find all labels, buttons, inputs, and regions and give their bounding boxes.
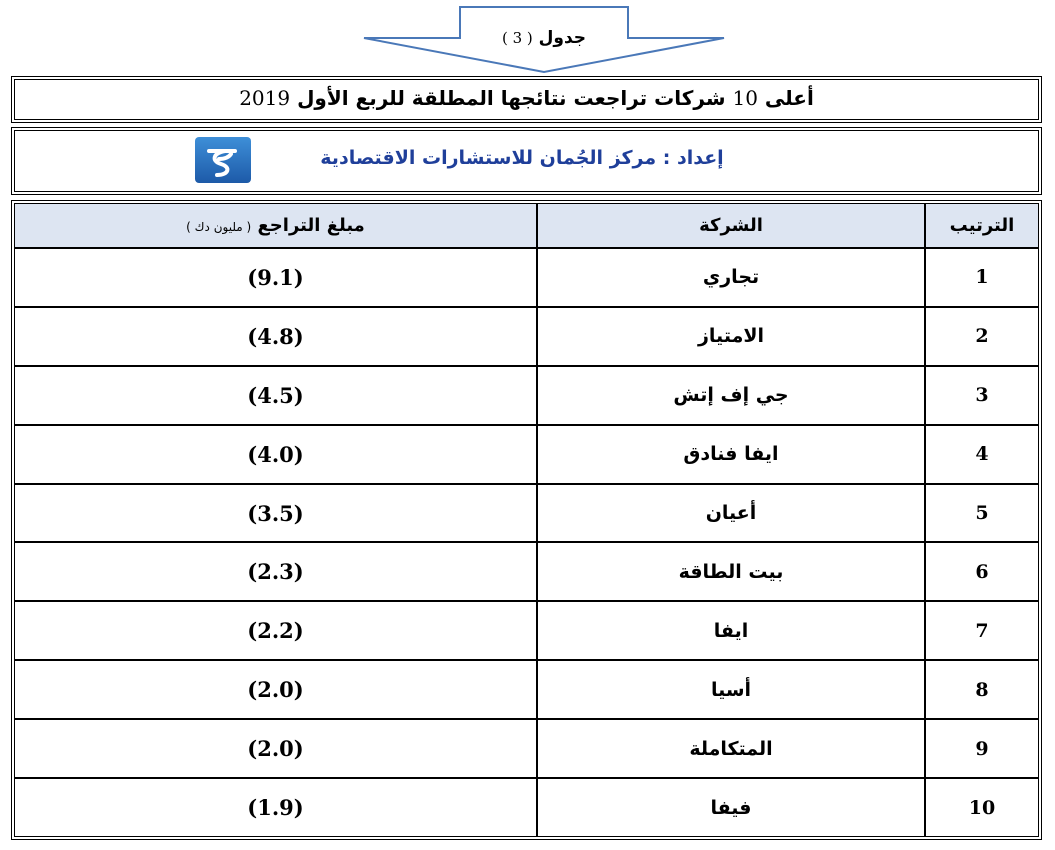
- title-count: 10: [732, 86, 758, 110]
- title-middle: شركات تراجعت نتائجها المطلقة للربع الأول: [297, 86, 726, 110]
- table-row: [14, 307, 1039, 366]
- company-cell: بيت الطاقة: [537, 542, 925, 601]
- amount-cell: (4.8): [14, 307, 537, 366]
- header-company: الشركة: [537, 203, 925, 248]
- company-cell: الامتياز: [537, 307, 925, 366]
- company-cell: ايفا: [537, 601, 925, 660]
- company-cell: المتكاملة: [537, 719, 925, 778]
- company-cell: أعيان: [537, 484, 925, 543]
- amount-cell: (2.2): [14, 601, 537, 660]
- company-cell: جي إف إتش: [537, 366, 925, 425]
- amount-cell: (2.0): [14, 660, 537, 719]
- table-row: [14, 425, 1039, 484]
- company-cell: ايفا فنادق: [537, 425, 925, 484]
- amount-cell: (9.1): [14, 248, 537, 307]
- header-rank: الترتيب: [925, 203, 1039, 248]
- amount-cell: (4.5): [14, 366, 537, 425]
- rank-cell: 8: [925, 660, 1039, 719]
- header-amount: [14, 203, 537, 248]
- table-row: [14, 366, 1039, 425]
- rank-cell: 9: [925, 719, 1039, 778]
- table-row: [14, 660, 1039, 719]
- title-box: [11, 76, 1042, 123]
- company-cell: أسيا: [537, 660, 925, 719]
- company-cell: تجاري: [537, 248, 925, 307]
- table-row: [14, 778, 1039, 837]
- rank-cell: 7: [925, 601, 1039, 660]
- rank-cell: 5: [925, 484, 1039, 543]
- table-label-word: جدول: [538, 28, 587, 48]
- amount-cell: (1.9): [14, 778, 537, 837]
- results-table: [11, 200, 1042, 840]
- table-row: [14, 248, 1039, 307]
- rank-cell: 2: [925, 307, 1039, 366]
- header-amount-label: مبلغ التراجع: [257, 215, 365, 236]
- rank-cell: 6: [925, 542, 1039, 601]
- table-header-row: [14, 203, 1039, 248]
- aljoman-logo: [195, 137, 251, 183]
- amount-cell: (4.0): [14, 425, 537, 484]
- table-row: [14, 719, 1039, 778]
- amount-cell: (3.5): [14, 484, 537, 543]
- amount-cell: (2.3): [14, 542, 537, 601]
- rank-cell: 3: [925, 366, 1039, 425]
- source-credit: إعداد : مركز الجُمان للاستشارات الاقتصادية: [320, 147, 724, 169]
- title-prefix: أعلى: [764, 86, 814, 110]
- header-amount-unit: ( مليون دك ): [186, 220, 252, 234]
- table-number-arrow: [362, 6, 726, 74]
- table-number-label: [362, 28, 726, 48]
- rank-cell: 1: [925, 248, 1039, 307]
- table-row: [14, 601, 1039, 660]
- rank-cell: 10: [925, 778, 1039, 837]
- table-row: [14, 484, 1039, 543]
- logo-mark-icon: [195, 137, 251, 183]
- rank-cell: 4: [925, 425, 1039, 484]
- table-row: [14, 542, 1039, 601]
- source-box: [11, 127, 1042, 195]
- page-title: [12, 86, 1041, 110]
- amount-cell: (2.0): [14, 719, 537, 778]
- title-year: 2019: [239, 86, 291, 110]
- table-number: ( 3 ): [501, 29, 533, 47]
- company-cell: فيفا: [537, 778, 925, 837]
